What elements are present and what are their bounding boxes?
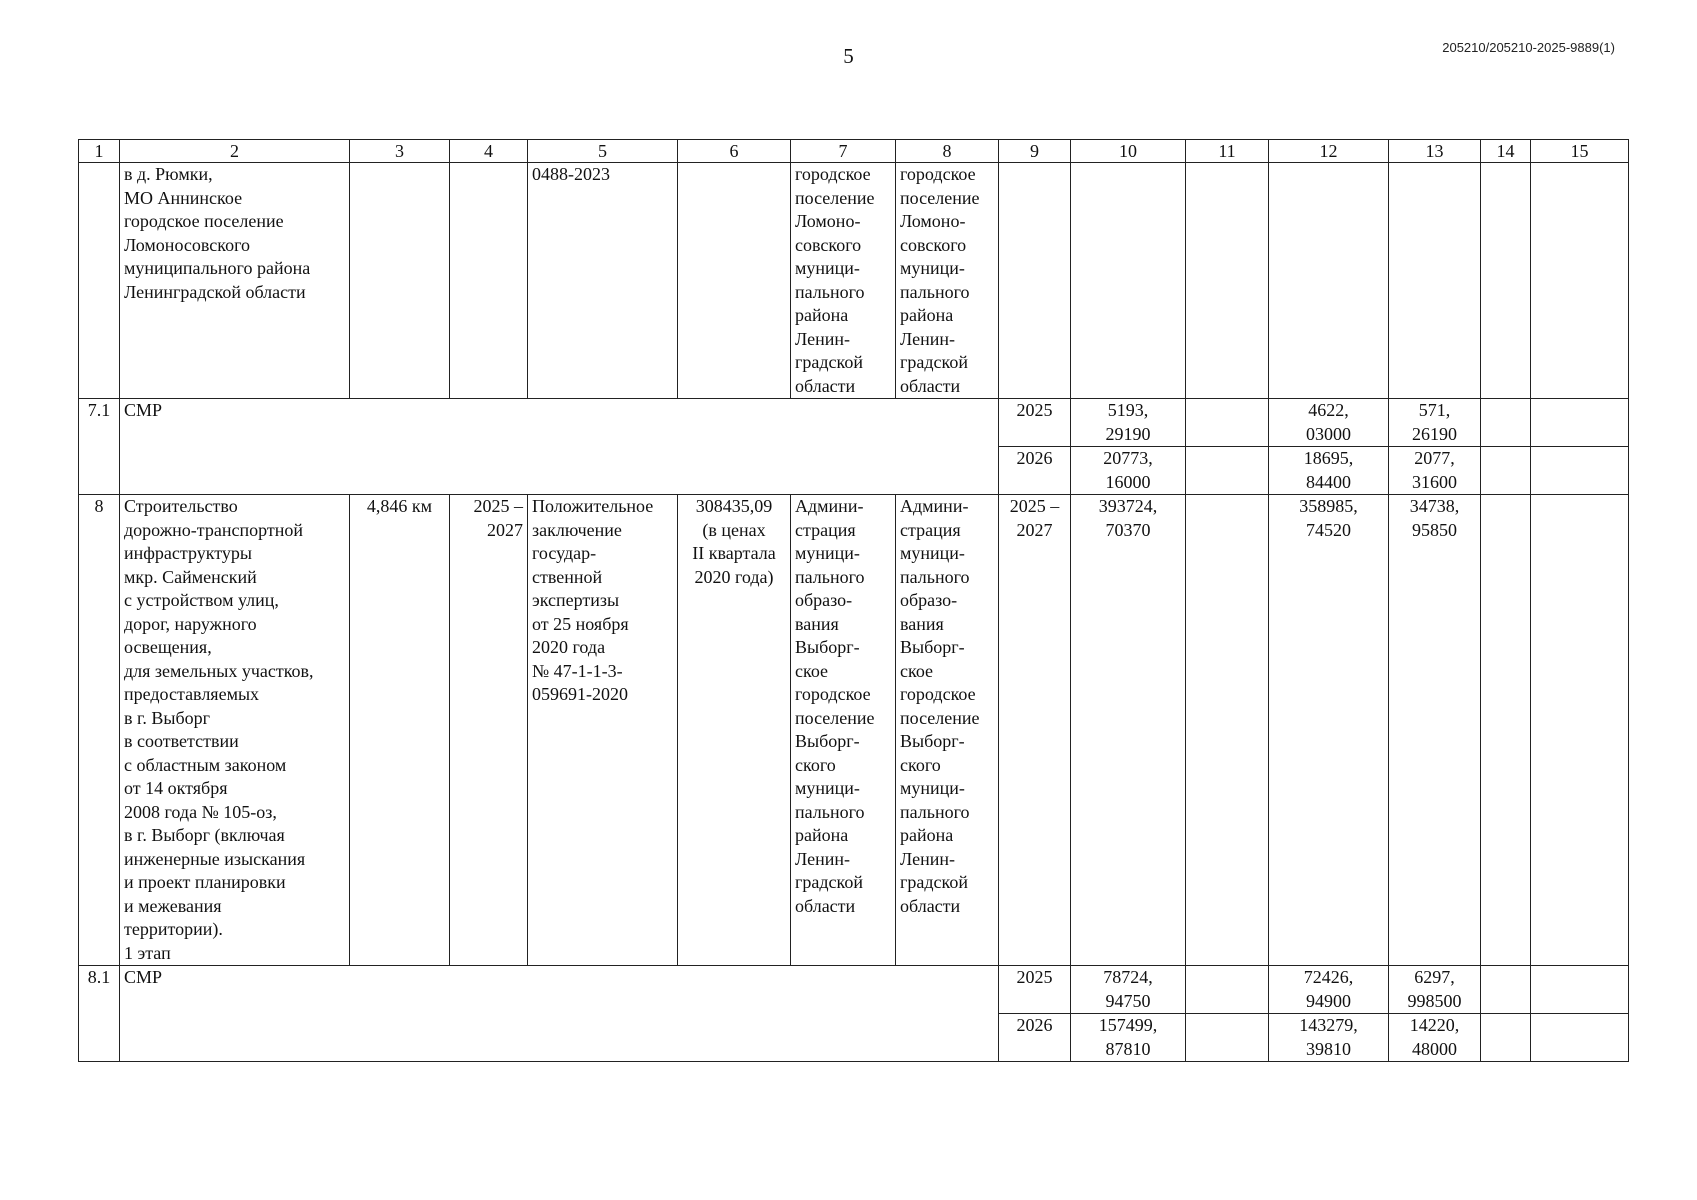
cell-year: 2025 <box>999 966 1071 1014</box>
cell-col13: 571, 26190 <box>1389 399 1481 447</box>
cell-col15 <box>1531 447 1629 495</box>
cell-col13: 2077, 31600 <box>1389 447 1481 495</box>
cell-col15 <box>1531 163 1629 399</box>
table-row-continuation <box>79 163 1629 399</box>
cell-years: 2025 – 2027 <box>999 495 1071 966</box>
header-cell: 3 <box>350 140 450 163</box>
header-cell: 5 <box>528 140 678 163</box>
cell-col12 <box>1269 163 1389 399</box>
cell-col13: 6297, 998500 <box>1389 966 1481 1014</box>
cell-col11 <box>1186 163 1269 399</box>
header-cell: 4 <box>450 140 528 163</box>
header-cell: 11 <box>1186 140 1269 163</box>
cell-year: 2026 <box>999 447 1071 495</box>
cell-period <box>450 163 528 399</box>
cell-col14 <box>1481 447 1531 495</box>
cell-developer: городское поселение Ломоно- совского муници- пального района Ленин- градской области <box>896 163 999 399</box>
cell-num: 7.1 <box>79 399 120 495</box>
cell-col11 <box>1186 495 1269 966</box>
cell-col14 <box>1481 163 1531 399</box>
cell-year: 2026 <box>999 1014 1071 1062</box>
cell-col12: 358985, 74520 <box>1269 495 1389 966</box>
cell-capacity: 4,846 км <box>350 495 450 966</box>
header-cell: 10 <box>1071 140 1186 163</box>
cell-object-name: в д. Рюмки, МО Аннинское городское поселение Ломоносовского муниципального района Ленинградской области <box>120 163 350 399</box>
register-table <box>78 139 1629 1062</box>
table-row-8-1-2025 <box>79 966 1629 1014</box>
cell-col11 <box>1186 447 1269 495</box>
header-cell: 14 <box>1481 140 1531 163</box>
cell-object-name: Строительство дорожно-транспортной инфраструктуры мкр. Сайменский с устройством улиц, дорог, наружного освещения, для земельных участков, предоставляемых в г. Выборг в соответствии с областным законом от 14 октября 2008 года № 105-оз, в г. Выборг (включая инженерные изыскания и проект планировки и межевания территории). 1 этап <box>120 495 350 966</box>
header-cell: 7 <box>791 140 896 163</box>
cell-col13 <box>1389 163 1481 399</box>
cell-developer: Админи- страция муници- пального образо- вания Выборг- ское городское поселение Выборг- ского муници- пального района Ленин- градской области <box>896 495 999 966</box>
cell-total: 5193, 29190 <box>1071 399 1186 447</box>
cell-year: 2025 <box>999 399 1071 447</box>
header-cell: 8 <box>896 140 999 163</box>
header-cell: 12 <box>1269 140 1389 163</box>
cell-total: 157499, 87810 <box>1071 1014 1186 1062</box>
cell-col14 <box>1481 966 1531 1014</box>
cell-col15 <box>1531 399 1629 447</box>
cell-col11 <box>1186 399 1269 447</box>
cell-col14 <box>1481 1014 1531 1062</box>
cell-col12: 18695, 84400 <box>1269 447 1389 495</box>
cell-num <box>79 163 120 399</box>
cell-col13: 14220, 48000 <box>1389 1014 1481 1062</box>
cell-stage-label: СМР <box>120 966 999 1062</box>
cell-total <box>1071 163 1186 399</box>
header-cell: 9 <box>999 140 1071 163</box>
table-row-8 <box>79 495 1629 966</box>
cell-col12: 4622, 03000 <box>1269 399 1389 447</box>
cell-total: 20773, 16000 <box>1071 447 1186 495</box>
cell-capacity <box>350 163 450 399</box>
cell-col13: 34738, 95850 <box>1389 495 1481 966</box>
header-cell: 13 <box>1389 140 1481 163</box>
cell-estimated-cost <box>678 163 791 399</box>
header-cell: 1 <box>79 140 120 163</box>
cell-expertise: Положительное заключение государ- ственной экспертизы от 25 ноября 2020 года № 47-1-1-3- 059691-2020 <box>528 495 678 966</box>
cell-stage-label: СМР <box>120 399 999 495</box>
cell-total: 393724, 70370 <box>1071 495 1186 966</box>
cell-col12: 143279, 39810 <box>1269 1014 1389 1062</box>
cell-col12: 72426, 94900 <box>1269 966 1389 1014</box>
header-cell: 15 <box>1531 140 1629 163</box>
cell-col15 <box>1531 1014 1629 1062</box>
cell-num: 8 <box>79 495 120 966</box>
header-cell: 6 <box>678 140 791 163</box>
cell-col11 <box>1186 966 1269 1014</box>
cell-num: 8.1 <box>79 966 120 1062</box>
cell-col15 <box>1531 495 1629 966</box>
table-row-7-1-2025 <box>79 399 1629 447</box>
cell-col14 <box>1481 399 1531 447</box>
cell-estimated-cost: 308435,09 (в ценах II квартала 2020 года) <box>678 495 791 966</box>
cell-col15 <box>1531 966 1629 1014</box>
cell-expertise: 0488-2023 <box>528 163 678 399</box>
cell-period: 2025 – 2027 <box>450 495 528 966</box>
page-number: 5 <box>843 44 854 68</box>
column-number-row <box>79 140 1629 163</box>
cell-customer: Админи- страция муници- пального образо- вания Выборг- ское городское поселение Выборг- ского муници- пального района Ленин- градской области <box>791 495 896 966</box>
cell-customer: городское поселение Ломоно- совского муници- пального района Ленин- градской области <box>791 163 896 399</box>
cell-years <box>999 163 1071 399</box>
cell-col11 <box>1186 1014 1269 1062</box>
cell-col14 <box>1481 495 1531 966</box>
header-cell: 2 <box>120 140 350 163</box>
cell-total: 78724, 94750 <box>1071 966 1186 1014</box>
document-code: 205210/205210-2025-9889(1) <box>1442 40 1615 55</box>
